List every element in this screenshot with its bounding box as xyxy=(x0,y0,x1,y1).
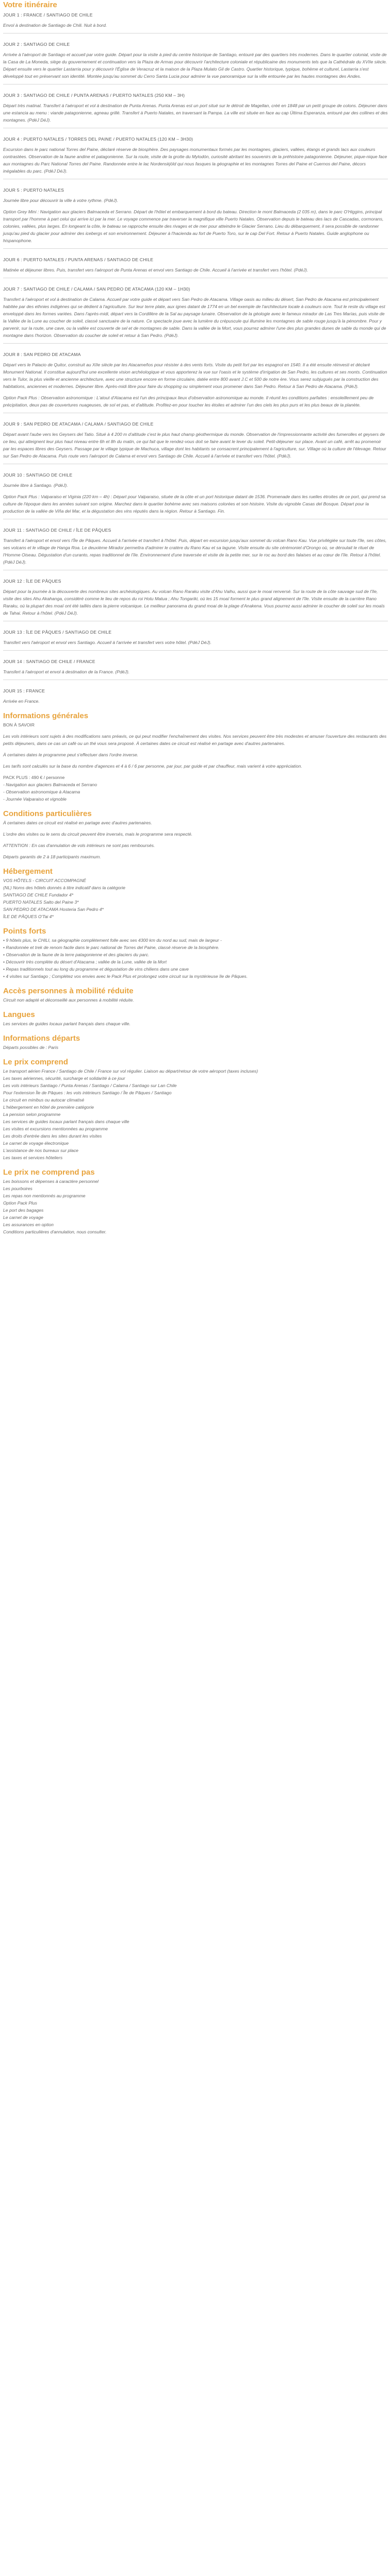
itinerary-section xyxy=(3,0,388,705)
pack-plus-item: - Observation astronomique à Atacama xyxy=(3,789,80,794)
prix-comprend-section xyxy=(3,1057,388,1161)
day-title: JOUR 14 : SANTIAGO DE CHILE / FRANCE xyxy=(3,659,95,664)
prix-ne-comprend-item: Le port des bagages xyxy=(3,1208,44,1213)
day-paragraph: Départ pour la journée à la découverte des nombreux sites archéologiques. Au volcan Rano Raraku visite d'Ahu Vaihu, aussi que le moai renversé. Sur la route de la côte sauvage sud de l'île, visite des sites Ahu Akahanga, considéré comme le lieu de repos du roi Hotu Matua ; Ahu Tongariki, où les 15 moaï forment le plus grand alignement de l'île. Visite ensuite de la carrière Rano Raraku, où la plupart des moaï ont été taillés dans la pierre volcanique. Le meilleur panorama du grand moai de la plage d'Anakena. Vous pourrez aussi admirer le coucher de soleil sur les moaïs de Tahai. Retour à l'hôtel. (PdéJ DéJ). xyxy=(3,589,385,616)
day-paragraph: Matinée et déjeuner libres. Puis, transfert vers l'aéroport de Punta Arenas et envol vers Santiago de Chile. Accueil à l'arrivée et transfert vers l'hôtel. (PdéJ). xyxy=(3,267,308,273)
prix-comprend-item: Le transport aérien France / Santiago de Chile / France sur vol régulier. Liaison au départ/retour de votre aéroport (taxes incluses) xyxy=(3,1069,258,1074)
day-paragraph: Arrivée à l'aéroport de Santiago et accueil par votre guide. Départ pour la visite à pied du centre historique de Santiago, entouré par des quartiers très modernes. Dans le quartier colonial, visite de la Casa de La Moneda, siège du gouvernement et continuation vers la Plaza de Armas pour découvrir l'architecture coloniale et républicaine des monuments tels que la Cathédrale du XVIIe siècle. Départ ensuite vers le quartier Lastarria pour y découvrir l'Église de Veracruz et la maison de la Plaza Mulato Gil de Castro. Quartier historique, typique, bohème et culturel, Lastarria s'est développé tout en préservant son identité. Montée jusqu'au sommet du Cerro Santa Lucia pour admirer la vue panoramique sur la ville entourée par les hautes montagnes des Andes. xyxy=(3,52,387,79)
hebergement-line: PUERTO NATALES Salto del Paine 3* xyxy=(3,900,79,905)
hebergement-line: (NL) Noms des hôtels donnés à titre indicatif dans la catégorie xyxy=(3,885,125,890)
prix-ne-comprend-title: Le prix ne comprend pas xyxy=(3,1168,95,1177)
infos-title: Informations générales xyxy=(3,711,89,720)
itinerary-days xyxy=(3,11,388,705)
day-title: JOUR 9 : SAN PEDRO DE ATACAMA / CALAMA / SANTIAGO DE CHILE xyxy=(3,421,154,427)
hebergement-line: VOS HÔTELS - CIRCUIT ACCOMPAGNÉ xyxy=(3,878,86,883)
langues-paragraphs xyxy=(3,1020,388,1027)
day-paragraph: Départ avant l'aube vers les Geysers del Tatio. Situé à 4 200 m d'altitude c'est le plus haut champ géothermique du monde. Observation de l'impressionnante activité des fumerolles et geysers de ce lieu, qui atteignent leur plus haut niveau entre 6h et 8h du matin, ce qui fait que le rendez-vous doit se faire avant le lever du soleil. Petit-déjeuner sur place. Avant un café, arrêt au promenoir par les espaces libres des Geysers. Passage par le village typique de Machuca, village dont les habitants se consacrent principalement à l'agriculture, sur. Village où la culture de l'élevage. Retour sur San Pedro de Atacama. Puis route vers l'aéroport de Calama et envol vers Santiago de Chile. Accueil à l'arrivée et transfert vers l'hôtel. (PdéJ). xyxy=(3,432,386,459)
prix-comprend-item: La pension selon programme xyxy=(3,1112,61,1117)
prix-comprend-item: Le circuit en minibus ou autocar climatisé xyxy=(3,1097,85,1103)
prix-comprend-item: Les services de guides locaux parlant français dans chaque ville xyxy=(3,1119,129,1124)
day-title: JOUR 11 : SANTIAGO DE CHILE / ÎLE DE PÂQUES xyxy=(3,528,111,533)
day-title: JOUR 4 : PUERTO NATALES / TORRES DEL PAINE / PUERTO NATALES (120 KM – 3H30) xyxy=(3,137,193,142)
day-title: JOUR 10 : SANTIAGO DE CHILE xyxy=(3,472,73,478)
day-paragraph: Transfert à l'aéroport et envol vers l'Île de Pâques. Accueil à l'arrivée et transfert à l'hôtel. Puis, départ en excursion jusqu'aux sommet du volcan Rano Kau. Vue privilégiée sur toute l'île, ses côtes, ses volcans et le village de Hanga Roa. Le deuxième Mirador permettra d'admirer le cratère du Rano Kau et sa lagune. Visite ensuite du site cérémoniel d'Orongo où, se déroulait le rituel de l'Homme Oiseau. Dégustation d'un curanto, repas traditionnel de l'île. Environnement d'une traversée et visite de la petite mer, sur le roc au bord des falaises et au cœur de l'île. Retour à l'hôtel. (PdéJ DéJ). xyxy=(3,538,387,565)
itinerary-title: Votre itinéraire xyxy=(3,1,57,9)
hebergement-title: Hébergement xyxy=(3,867,53,876)
day-paragraph: Transfert vers l'aéroport et envol vers Santiago. Accueil à l'arrivée et transfert vers votre hôtel. (PdéJ DéJ). xyxy=(3,640,212,645)
prix-ne-comprend-section xyxy=(3,1167,388,1235)
prix-comprend-item: Pour l'extension Île de Pâques : les vols intérieurs Santiago / Île de Pâques / Santiago xyxy=(3,1090,172,1095)
departs-title: Informations départs xyxy=(3,1034,80,1043)
day-title: JOUR 13 : ÎLE DE PÂQUES / SANTIAGO DE CHILE xyxy=(3,630,112,635)
prix-comprend-item: Les vols intérieurs Santiago / Punta Arenas / Santiago / Calama / Santiago sur Lan Chile xyxy=(3,1083,177,1088)
day-paragraph: Excursion dans le parc national Torres del Paine, déclaré réserve de biosphère. Des paysages monumentaux formés par les montagnes, glaciers, vallées, étangs et grands lacs aux couleurs contrastées. Observation de la faune andine et patagonienne. Sur la route, visite de la grotte du Mylodón, curiosité abritant les souvenirs de la préhistoire patagonienne. Déjeuner, pique-nique face aux montagnes du Parc National Torres del Paine. Randonnée entre le lac Nordenskjöld qui nous fasques la géographie et les montagnes Torres del Paine et Cuernos del Paine, décors inégalables du parc. (PdéJ DéJ). xyxy=(3,147,387,174)
langues-title: Langues xyxy=(3,1010,35,1019)
infos-paragraphs xyxy=(3,733,388,770)
day-title: JOUR 6 : PUERTO NATALES / PUNTA ARENAS / SANTIAGO DE CHILE xyxy=(3,257,154,262)
day-title: JOUR 1 : FRANCE / SANTIAGO DE CHILE xyxy=(3,12,93,18)
prix-ne-comprend-item: Conditions particulières d'annulation, nous consulter. xyxy=(3,1229,107,1234)
conditions-paragraph: Départs garantis de 2 à 18 participants maximum. xyxy=(3,854,101,859)
pack-plus-item: - Journée Valparaiso et vignoble xyxy=(3,796,67,802)
prix-ne-comprend-item: Les repas non mentionnés au programme xyxy=(3,1193,86,1198)
points-section xyxy=(3,926,388,980)
day-paragraph: Départ très matinal. Transfert à l'aéroport et vol à destination de Punta Arenas. Punta Arenas est un port situé sur le détroit de Magellan, créé en 1848 par un petit groupe de colons. Déjeuner dans une estancia au menu : viande patagonienne, agneau grillé. Transfert à Puerto Natales, en traversant la Pampa. La ville est située en face au cap Última Esperanza, entouré par des collines et des montagnes. (PdéJ DéJ). xyxy=(3,103,388,123)
day-paragraph: Journée libre à Santiago. (PdéJ). xyxy=(3,483,68,488)
points-item: • Repas traditionnels tout au long du programme et dégustation de vins chiliens dans une cave xyxy=(3,967,189,972)
langues-section xyxy=(3,1010,388,1027)
infos-subtitle: BON À SAVOIR xyxy=(3,722,35,727)
hebergement-list xyxy=(3,877,388,920)
prix-comprend-item: Les visites et excursions mentionnées au programme xyxy=(3,1126,108,1131)
points-item: • Observation de la faune de la terre patagonienne et des glaciers du parc. xyxy=(3,952,150,957)
day-paragraph: Arrivée en France. xyxy=(3,699,40,704)
departs-section xyxy=(3,1033,388,1051)
prix-ne-comprend-item: Le carnet de voyage xyxy=(3,1215,43,1220)
hebergement-line: ÎLE DE PÂQUES O'Tai 4* xyxy=(3,914,54,919)
points-list xyxy=(3,937,388,980)
divider xyxy=(3,248,388,249)
conditions-paragraphs xyxy=(3,819,388,860)
day-title: JOUR 2 : SANTIAGO DE CHILE xyxy=(3,42,70,47)
divider xyxy=(3,650,388,651)
prix-comprend-list xyxy=(3,1067,388,1161)
day-title: JOUR 15 : FRANCE xyxy=(3,688,45,693)
day-paragraph: Départ vers le Palacio de Quitor, construit au XIIe siècle par les Atacameños pour résister à des vents forts. Visite du petit fort par les espagnol en 1540. Il a été ensuite réinvesti et déclaré Monument National. Il constitue aujourd'hui une excellente vision archéologique et vous apporterez la vue sur l'oasis et le système d'irrigation de San Pedro, les cultures et ses monts. Continuation vers le Tulor, la plus vieille et ancienne architecture, avec une structure encore en forme circulaire, datée entre 800 avant J.C et 500 de notre ère. Vous serez subjugués par la construction des habitations, anciennes et modernes. Déjeuner libre. Après-midi libre pour faire du shopping ou simplement vous promener dans San Pedro. Retour à San Pedro de Atacama. (PdéJ). xyxy=(3,362,387,389)
prix-comprend-item: Les taxes aériennes, sécurité, surcharge et solidarité à ce jour xyxy=(3,1076,125,1081)
prix-ne-comprend-list xyxy=(3,1178,388,1235)
departs-paragraph: Départs possibles de : Paris xyxy=(3,1045,58,1050)
prix-comprend-item: Les droits d'entrée dans les sites durant les visites xyxy=(3,1133,102,1139)
day-title: JOUR 12 : ÎLE DE PÂQUES xyxy=(3,579,61,584)
conditions-paragraph: L'ordre des visites ou le sens du circuit peuvent être inversés, mais le programme sera respecté. xyxy=(3,832,193,837)
departs-paragraphs xyxy=(3,1044,388,1051)
prix-ne-comprend-item: Les assurances en option xyxy=(3,1222,54,1227)
day-title: JOUR 8 : SAN PEDRO DE ATACAMA xyxy=(3,352,81,357)
access-title: Accès personnes à mobilité réduite xyxy=(3,987,134,995)
hebergement-section xyxy=(3,867,388,920)
infos-paragraph: À certaines dates le programme peut s'effectuer dans l'ordre inverse. xyxy=(3,752,139,757)
access-paragraphs xyxy=(3,996,388,1004)
day-paragraph: Option Grey Mini : Navigation aux glaciers Balmaceda et Serrano. Départ de l'hôtel et embarquement à bord du bateau. Direction le mont Balmaceda (2 035 m), dans le parc O'Higgins, principal transport par l'homme à part celui qui arrive ici par la mer. Le voyage commence par traverser la magnifique ville Puerto Natales. Observation depuis le bateau des lacs de Cascadas, cormorans, colonies, vallées, plus larges. En longeant la côte, le bateau se rapproche ensuite des rivages et de mer pour atteindre le Glacier Serrano. Lieu du débarquement, il sera possible de randonner jusqu'au pied du glacier pour admirer des icebergs et son environnement. Déjeuner à l'hacienda au fort de Puerto Toro, sur le cap Del Fort. Retour à Puerto Natales. Guide anglophone ou hispanophone. xyxy=(3,209,384,243)
prix-comprend-item: Les taxes et services hôteliers xyxy=(3,1155,63,1160)
points-item: • Découvrir très complète du désert d'Atacama ; vallée de la Lune, vallée de la Mort xyxy=(3,959,167,964)
day-paragraph: Transfert à l'aéroport et vol à destination de Calama. Accueil par votre guide et départ vers San Pedro de Atacama. Village oasis au milieu du désert, San Pedro de Atacama est principalement habitée par des ethnies indigènes qui se dédient à l'agriculture. Sur leur terre plate, aux ignes datant de 1774 en un bel exemple de l'architecture locale à couleurs ocre. Tout le reste du village est enveloppé dans les formes variées. Dans l'après-midi, départ vers la Cordillère de la Sal au paysage lunaire. Observation de la géologie avec le fameux mirador de Las Tres Marías, puis visite de la Vallée de la Lune au coucher de soleil, classé sanctuaire de la nature. Ce spectacle joue avec la lumière du crépuscule qui illumine les montagnes de sable rouge jusqu'à la pénombre. Pour y parvenir, sur la route, une cave, ou la vallée est couverte de sel et de montagnes de sable. Dans la vallée de la Mort, vous pourrez admirer l'une des plus grandes dunes de sable du monde qui de montagne dans l'horizon. Observation du coucher de soleil et retour à San Pedro. (PdéJ). xyxy=(3,297,386,338)
pack-plus-title: PACK PLUS : 490 € / personne xyxy=(3,775,65,780)
langues-paragraph: Les services de guides locaux parlant français dans chaque ville. xyxy=(3,1021,131,1026)
conditions-paragraph: À certaines dates ce circuit est réalisé en partage avec d'autres partenaires. xyxy=(3,820,152,825)
day-paragraph: Option Pack Plus : Observation astronomique : L'atout d'Atacama est l'un des principaux lieux d'observation astronomique au monde. Il réunit les conditions parfaites : ensoleillement peu de précipitation, deux pas de couvertures nuageuses, de sol et pas, et d'altitude. Profitez-en pour toucher les étoiles et admirer l'un des ciels les plus purs et les plus beaux de la planète. xyxy=(3,395,374,408)
conditions-title: Conditions particulières xyxy=(3,809,92,818)
day-paragraph: Option Pack Plus : Valparaiso et Viginia (220 km – 4h) : Départ pour Valparaiso, située de la côte et un port historique datant de 1536. Promenade dans les ruelles étroites de ce port, qui prend sa culture de l'époque dans les années suivant son origine. Marchez dans le quartier bohème avec ses maisons colorées et son histoire. Visite du vignoble Casas del Bosque. Départ pour la production de la vallée de Viña del Mar, et la dégustation des vins réputés dans la région. Retour à Santiago. Fin. xyxy=(3,494,386,514)
prix-comprend-item: Le carnet de voyage électronique xyxy=(3,1141,69,1146)
points-title: Points forts xyxy=(3,927,46,936)
pack-plus-list xyxy=(3,781,388,803)
day-title: JOUR 5 : PUERTO NATALES xyxy=(3,188,64,193)
divider xyxy=(3,343,388,344)
day-title: JOUR 3 : SANTIAGO DE CHILE / PUNTA ARENAS / PUERTO NATALES (250 KM – 3H) xyxy=(3,93,185,98)
access-section xyxy=(3,986,388,1004)
prix-comprend-title: Le prix comprend xyxy=(3,1058,68,1066)
access-paragraph: Circuit non adapté et déconseillé aux personnes à mobilité réduite. xyxy=(3,997,134,1003)
prix-ne-comprend-item: Les pourboires xyxy=(3,1186,32,1191)
pack-plus-item: - Navigation aux glaciers Balmaceda et Serrano xyxy=(3,782,97,787)
prix-comprend-item: L'assistance de nos bureaux sur place xyxy=(3,1148,78,1153)
prix-ne-comprend-item: Les boissons et dépenses à caractère personnel xyxy=(3,1179,99,1184)
prix-ne-comprend-item: Option Pack Plus xyxy=(3,1200,37,1206)
points-item: • 9 hôtels plus, le CHILI, sa géographie complètement folle avec ses 4300 km du nord au sud, mais de largeur - xyxy=(3,938,222,943)
infos-paragraph: Les vols intérieurs sont sujets à des modifications sans préavis, ce qui peut modifier l'enchaînement des visites. Nos services peuvent être très modestes et amuser l'ouverture des restaurants des petits déjeuners, dans ce cas un café ou un thé vous sera proposé. À certaines dates ce circuit est réalisé en partage avec d'autres partenaires. xyxy=(3,734,387,746)
day-title: JOUR 7 : SANTIAGO DE CHILE / CALAMA / SAN PEDRO DE ATACAMA (120 KM – 1H30) xyxy=(3,286,190,292)
points-item: • 4 visites sur Santiago ; Complétez vos envies avec le Pack Plus et prolongez votre circuit sur la mystérieuse île de Pâques. xyxy=(3,974,248,979)
infos-paragraph: Les tarifs sont calculés sur la base du nombre d'agences et 4 à 6 / 6 par personne, par jour, par guide et par chauffeur, mais varient à votre appréciation. xyxy=(3,764,302,769)
hebergement-line: SANTIAGO DE CHILE Fundador 4* xyxy=(3,892,74,897)
day-paragraph: Transfert à l'aéroport et envol à destination de la France. (PdéJ). xyxy=(3,669,130,674)
conditions-section xyxy=(3,809,388,860)
day-paragraph: Envol à destination de Santiago de Chili. Nuit à bord. xyxy=(3,23,107,28)
day-paragraph: Journée libre pour découvrir la ville à votre rythme. (PdéJ). xyxy=(3,198,119,203)
conditions-paragraph: ATTENTION : En cas d'annulation de vols intérieurs ne sont pas remboursés. xyxy=(3,843,155,848)
points-item: • Randonnée et trek de renom facile dans le parc national de Torres del Paine, classé réserve de la biosphère. xyxy=(3,945,220,950)
hebergement-line: SAN PEDRO DE ATACAMA Hosteria San Pedro 4* xyxy=(3,907,104,912)
prix-comprend-item: L'hébergement en hôtel de première catégorie xyxy=(3,1105,94,1110)
infos-section xyxy=(3,711,388,803)
